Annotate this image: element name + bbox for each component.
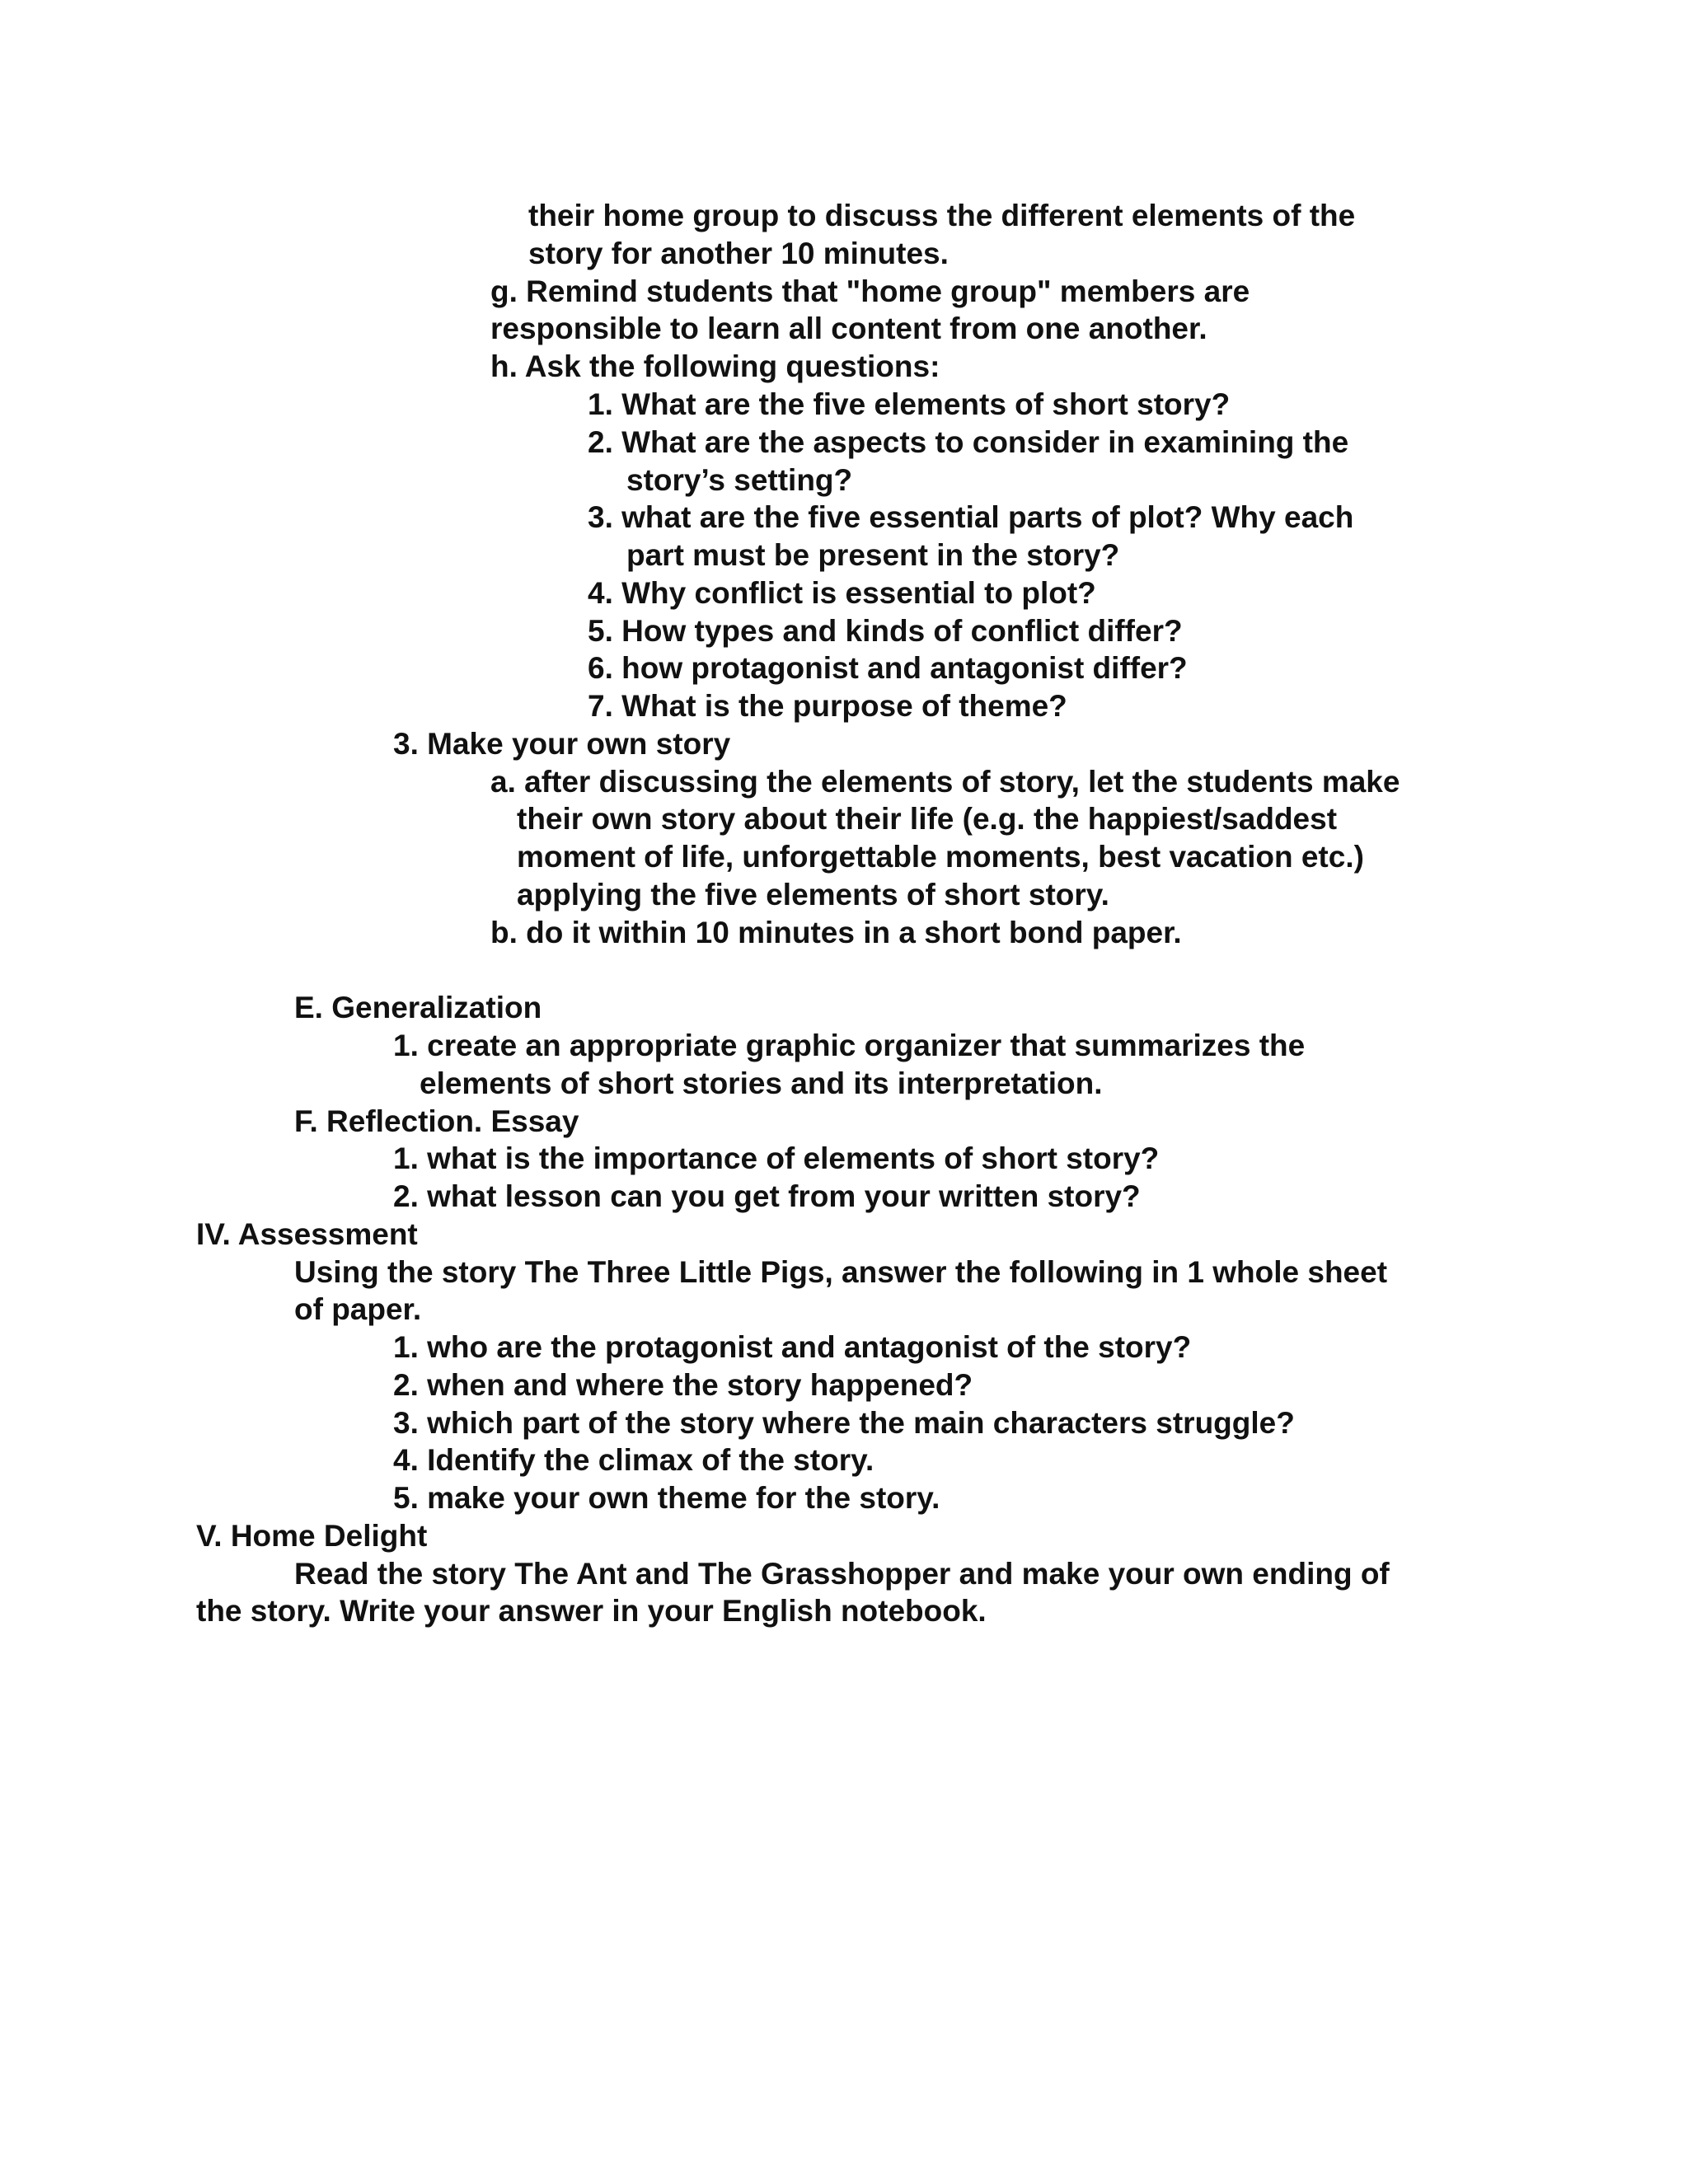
generalization-item-1-line-2: elements of short stories and its interpretation.	[420, 1066, 1103, 1100]
step-h-heading: h. Ask the following questions:	[490, 349, 940, 383]
step-f-continuation-line-1: their home group to discuss the different elements of the	[528, 199, 1356, 232]
assessment-item-4: 4. Identify the climax of the story.	[393, 1443, 874, 1477]
question-7: 7. What is the purpose of theme?	[588, 689, 1067, 723]
assessment-item-3: 3. which part of the story where the main characters struggle?	[393, 1406, 1295, 1440]
assessment-instructions-line-2: of paper.	[294, 1292, 422, 1326]
step-f-continuation-line-2: story for another 10 minutes.	[528, 237, 949, 270]
assessment-item-5: 5. make your own theme for the story.	[393, 1481, 940, 1515]
question-5: 5. How types and kinds of conflict differ?	[588, 614, 1183, 648]
question-2-line-1: 2. What are the aspects to consider in examining the	[588, 425, 1349, 459]
question-3-line-1: 3. what are the five essential parts of plot? Why each	[588, 500, 1354, 534]
question-1: 1. What are the five elements of short story?	[588, 387, 1231, 421]
home-delight-line-2: the story. Write your answer in your English notebook.	[196, 1594, 987, 1628]
activity-3a-line-2: their own story about their life (e.g. the happiest/saddest	[517, 802, 1338, 836]
section-e-heading: E. Generalization	[294, 991, 542, 1024]
generalization-item-1-line-1: 1. create an appropriate graphic organizer that summarizes the	[393, 1029, 1306, 1062]
assessment-item-2: 2. when and where the story happened?	[393, 1368, 973, 1402]
section-iv-heading: IV. Assessment	[196, 1217, 418, 1251]
question-2-line-2: story’s setting?	[626, 463, 853, 497]
step-g-line-2: responsible to learn all content from one another.	[490, 312, 1207, 345]
question-6: 6. how protagonist and antagonist differ?	[588, 651, 1188, 685]
activity-3a-line-3: moment of life, unforgettable moments, best vacation etc.)	[517, 840, 1364, 874]
activity-3b: b. do it within 10 minutes in a short bond paper.	[490, 916, 1182, 949]
home-delight-line-1: Read the story The Ant and The Grasshopper and make your own ending of	[294, 1557, 1390, 1591]
activity-3a-line-4: applying the five elements of short story.	[517, 878, 1109, 912]
section-f-heading: F. Reflection. Essay	[294, 1104, 579, 1138]
question-3-line-2: part must be present in the story?	[626, 538, 1120, 572]
activity-3a-line-1: a. after discussing the elements of story, let the students make	[490, 765, 1400, 799]
question-4: 4. Why conflict is essential to plot?	[588, 576, 1096, 610]
activity-3-heading: 3. Make your own story	[393, 727, 731, 761]
reflection-item-2: 2. what lesson can you get from your written story?	[393, 1179, 1141, 1213]
reflection-item-1: 1. what is the importance of elements of short story?	[393, 1141, 1160, 1175]
section-v-heading: V. Home Delight	[196, 1519, 428, 1553]
assessment-item-1: 1. who are the protagonist and antagonist of the story?	[393, 1330, 1192, 1364]
step-g-line-1: g. Remind students that "home group" members are	[490, 274, 1250, 308]
assessment-instructions-line-1: Using the story The Three Little Pigs, answer the following in 1 whole sheet	[294, 1255, 1388, 1289]
